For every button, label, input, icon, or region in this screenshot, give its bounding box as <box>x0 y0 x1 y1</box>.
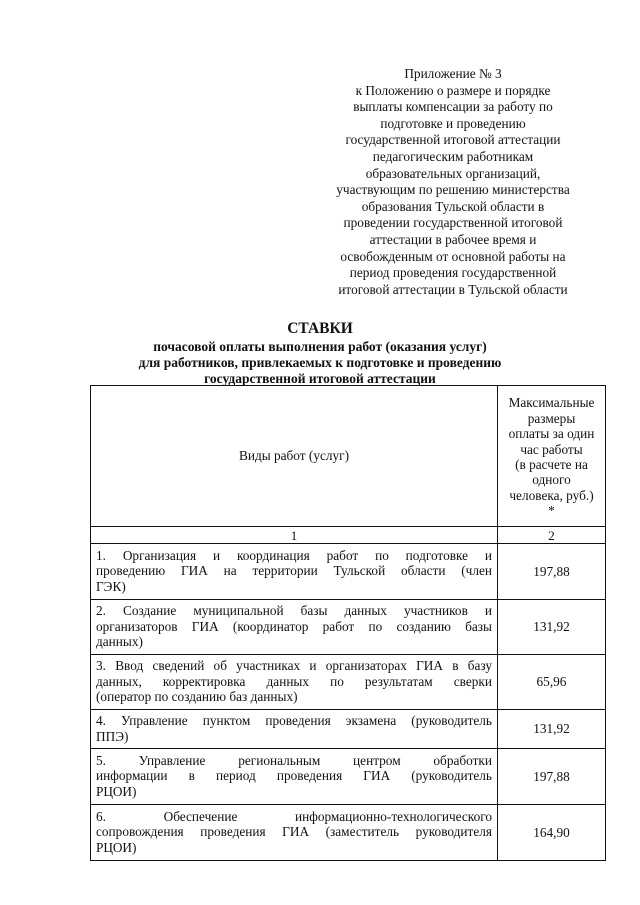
appendix-line: образовательных организаций, <box>365 165 541 181</box>
description-line: 4. Управление пунктом проведения экзамена (руководитель <box>96 713 492 729</box>
work-description <box>91 710 498 749</box>
column-number-row <box>91 527 606 544</box>
work-description <box>91 749 498 805</box>
header-max-line: оплаты за один <box>508 426 595 442</box>
work-description <box>91 655 498 710</box>
appendix-line: подготовке и проведению <box>380 115 526 131</box>
header-max-line: (в расчете на <box>515 457 588 472</box>
description-line: проведению ГИА на территории Тульской области (член <box>96 563 492 579</box>
header-max-rate <box>498 386 606 527</box>
table-row <box>91 805 606 861</box>
appendix-line: к Положению о размере и порядке <box>355 82 551 98</box>
title-main: СТАВКИ <box>287 320 353 337</box>
title-subline: государственной итоговой аттестации <box>204 371 436 387</box>
description-line: сопровождения проведения ГИА (заместитель руководителя <box>96 824 492 840</box>
appendix-line: образования Тульской области в <box>361 198 545 214</box>
column-number: 1 <box>91 527 498 544</box>
description-line: 3. Ввод сведений об участниках и организаторах ГИА в базу <box>96 658 492 674</box>
appendix-line: аттестации в рабочее время и <box>369 231 537 247</box>
rate-value: 131,92 <box>498 710 606 749</box>
rate-value: 131,92 <box>498 600 606 655</box>
appendix-line: выплаты компенсации за работу по <box>353 99 553 115</box>
work-description <box>91 805 498 861</box>
description-line: данных) <box>96 634 143 650</box>
table-row <box>91 710 606 749</box>
table-row <box>91 655 606 710</box>
work-description <box>91 600 498 655</box>
appendix-line: проведении государственной итоговой <box>343 215 563 231</box>
appendix-line: педагогическим работникам <box>372 148 534 164</box>
document-title <box>90 319 550 388</box>
rate-value: 164,90 <box>498 805 606 861</box>
rates-table <box>90 385 606 861</box>
appendix-line: период проведения государственной <box>349 265 557 281</box>
table-header-row <box>91 386 606 527</box>
description-line: РЦОИ) <box>96 839 137 855</box>
header-work-types: Виды работ (услуг) <box>91 386 498 527</box>
description-line: (оператор по созданию баз данных) <box>96 689 298 705</box>
table-row <box>91 749 606 805</box>
description-line: организаторов ГИА (координатор работ по созданию базы <box>96 618 492 634</box>
description-line: информации в период проведения ГИА (руководитель <box>96 768 492 784</box>
header-max-line: размеры <box>527 410 576 426</box>
rate-value: 65,96 <box>498 655 606 710</box>
description-line: РЦОИ) <box>96 783 137 799</box>
header-max-line: час работы <box>520 441 583 457</box>
rate-value: 197,88 <box>498 544 606 600</box>
title-subline: для работников, привлекаемых к подготовке и проведению <box>138 355 502 371</box>
appendix-header <box>318 66 588 298</box>
description-line: ГЭК) <box>96 578 126 594</box>
rate-value: 197,88 <box>498 749 606 805</box>
description-line: 1. Организация и координация работ по подготовке и <box>96 547 492 563</box>
description-line: ППЭ) <box>96 728 129 744</box>
table-row <box>91 600 606 655</box>
column-number: 2 <box>498 527 606 544</box>
table-row <box>91 544 606 600</box>
work-description <box>91 544 498 600</box>
title-subline: почасовой оплаты выполнения работ (оказания услуг) <box>153 339 487 354</box>
appendix-line: государственной итоговой аттестации <box>345 132 561 148</box>
header-max-line: человека, руб.) <box>509 487 594 503</box>
header-max-line: одного <box>532 472 571 488</box>
appendix-line: Приложение № 3 <box>404 66 502 81</box>
description-line: 6. Обеспечение информационно-технологического <box>96 808 492 824</box>
appendix-line: участвующим по решению министерства <box>336 182 570 198</box>
description-line: данных, корректировка данных по результатам сверки <box>96 673 492 689</box>
description-line: 2. Создание муниципальной базы данных участников и <box>96 603 492 619</box>
description-line: 5. Управление региональным центром обработки <box>96 752 492 768</box>
appendix-line: итоговой аттестации в Тульской области <box>338 281 568 297</box>
header-max-line: Максимальные <box>508 395 595 411</box>
header-max-line: * <box>548 503 555 519</box>
appendix-line: освобожденным от основной работы на <box>340 248 566 264</box>
